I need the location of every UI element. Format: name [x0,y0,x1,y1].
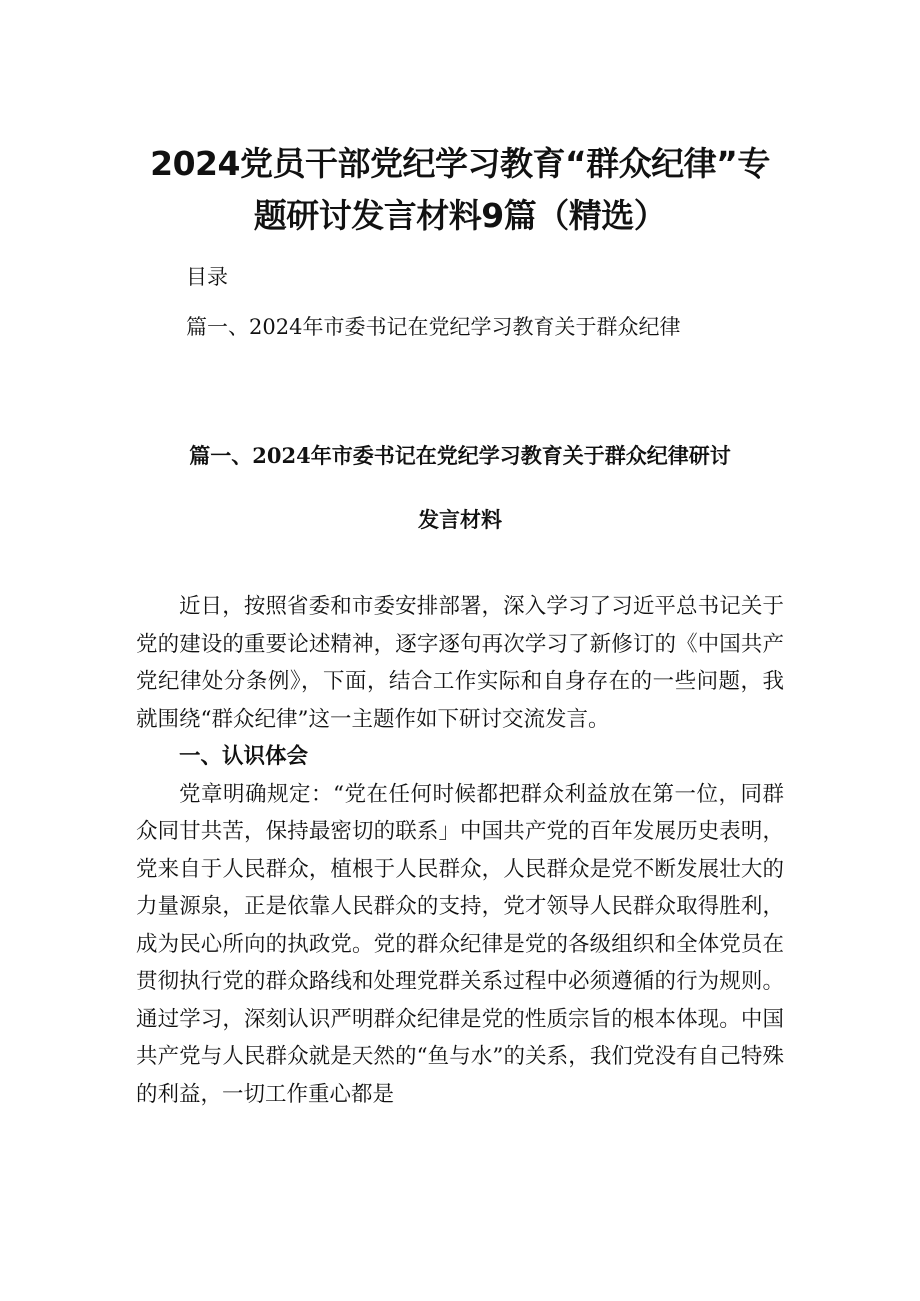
toc-item[interactable]: 篇一、2024年市委书记在党纪学习教育关于群众纪律 [186,315,681,339]
body-text [136,588,784,1113]
toc-heading: 目录 [186,265,228,289]
section-title [120,424,800,552]
document-title-line-2: 题研讨发言材料9篇（精选） [253,196,667,235]
document-title-line-1: 2024党员干部党纪学习教育“群众纪律”专 [150,144,770,183]
body-paragraph: 党章明确规定：“党在任何时候都把群众利益放在第一位，同群众同甘共苦，保持最密切的联系」中国共产党的百年发展历史表明，党来自于人民群众，植根于人民群众，人民群众是党不断发展壮大的力量源泉，正是依靠人民群众的支持，党才领导人民群众取得胜利，成为民心所向的执政党。党的群众纪律是党的各级组织和全体党员在贯彻执行党的群众路线和处理党群关系过程中必须遵循的行为规则。通过学习，深刻认识严明群众纪律是党的性质宗旨的根本体现。中国共产党与人民群众就是天然的“鱼与水”的关系，我们党没有自己特殊的利益，一切工作重心都是 [136,781,784,1107]
subheading-understanding: 一、认识体会 [179,744,309,769]
intro-paragraph: 近日，按照省委和市委安排部署，深入学习了习近平总书记关于党的建设的重要论述精神，逐字逐句再次学习了新修订的《中国共产党纪律处分条例》，下面，结合工作实际和自身存在的一些问题，我就围绕“群众纪律”这一主题作如下研讨交流发言。 [136,594,784,732]
document-title [130,138,790,242]
section-title-line-2: 发言材料 [418,507,502,532]
section-title-line-1: 篇一、2024年市委书记在党纪学习教育关于群众纪律研讨 [189,443,731,468]
